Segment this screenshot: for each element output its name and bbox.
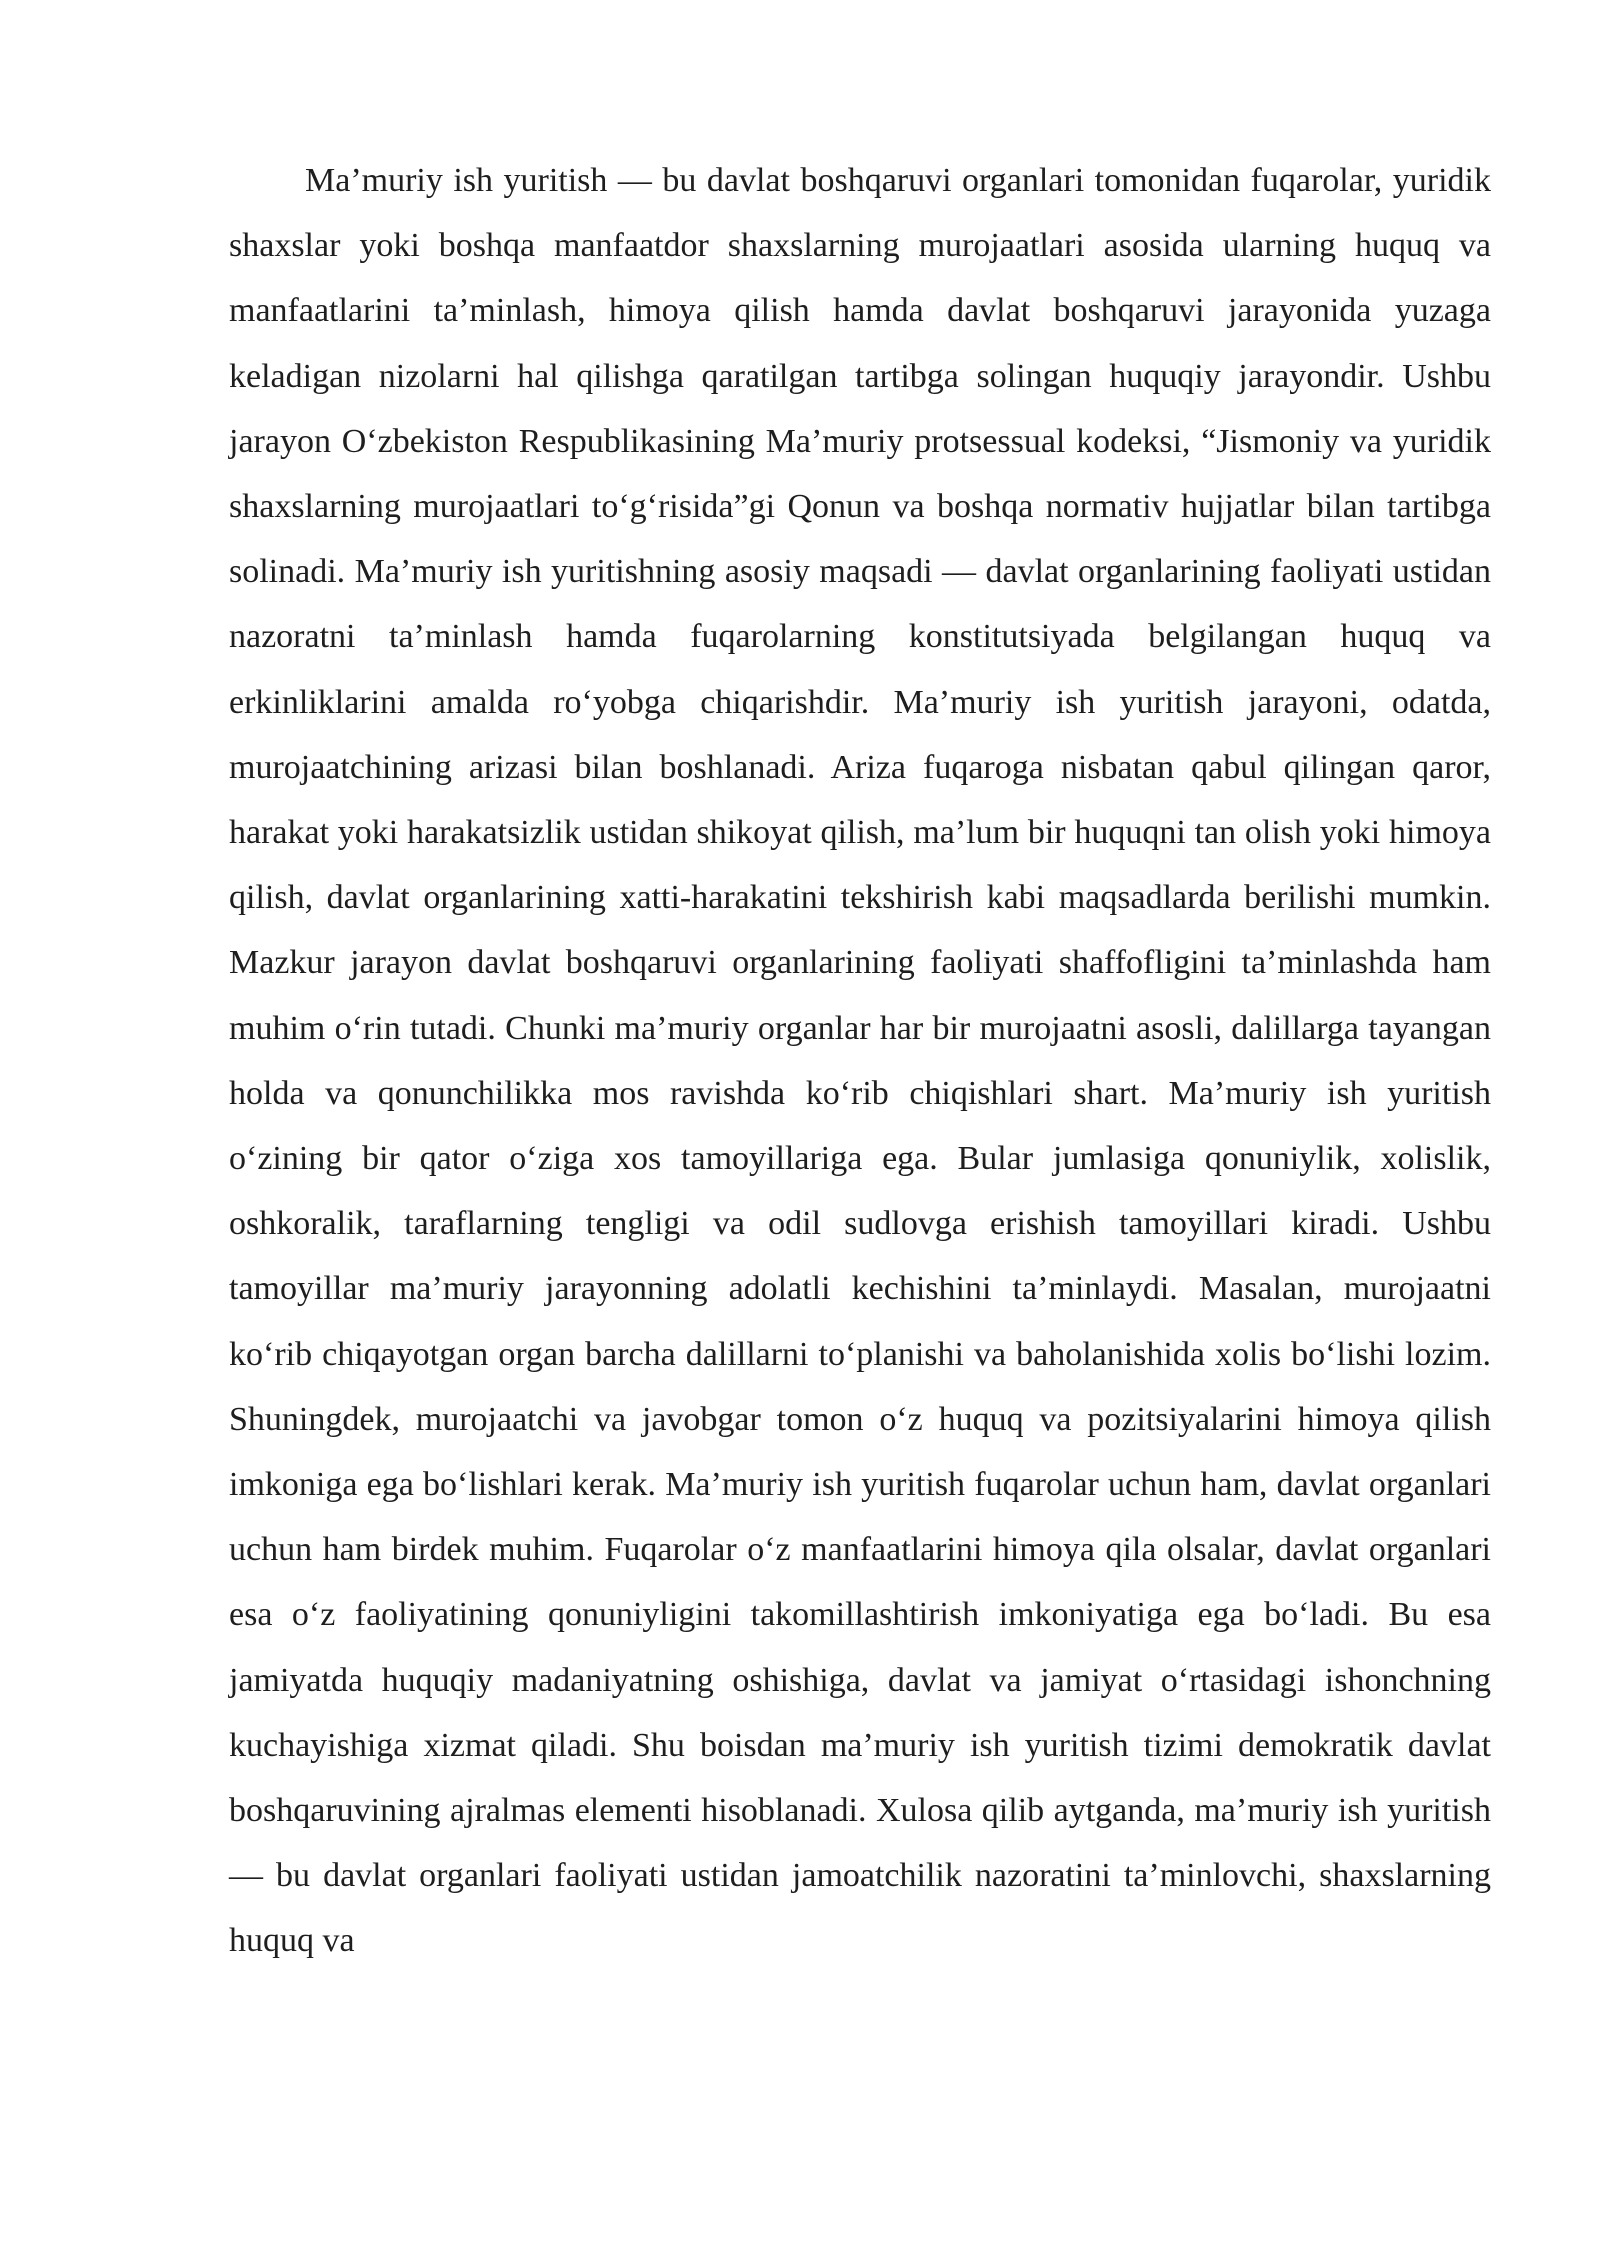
- body-paragraph: Ma’muriy ish yuritish — bu davlat boshqaruvi organlari tomonidan fuqarolar, yuridik shaxslar yoki boshqa manfaatdor shaxslarning murojaatlari asosida ularning huquq va manfaatlarini ta’minlash, himoya qilish hamda davlat boshqaruvi jarayonida yuzaga keladigan nizolarni hal qilishga qaratilgan tartibga solingan huquqiy jarayondir. Ushbu jarayon O‘zbekiston Respublikasining Ma’muriy protsessual kodeksi, “Jismoniy va yuridik shaxslarning murojaatlari to‘g‘risida”gi Qonun va boshqa normativ hujjatlar bilan tartibga solinadi. Ma’muriy ish yuritishning asosiy maqsadi — davlat organlarining faoliyati ustidan nazoratni ta’minlash hamda fuqarolarning konstitutsiyada belgilangan huquq va erkinliklarini amalda ro‘yobga chiqarishdir. Ma’muriy ish yuritish jarayoni, odatda, murojaatchining arizasi bilan boshlanadi. Ariza fuqaroga nisbatan qabul qilingan qaror, harakat yoki harakatsizlik ustidan shikoyat qilish, ma’lum bir huquqni tan olish yoki himoya qilish, davlat organlarining xatti-harakatini tekshirish kabi maqsadlarda berilishi mumkin. Mazkur jarayon davlat boshqaruvi organlarining faoliyati shaffofligini ta’minlashda ham muhim o‘rin tutadi. Chunki ma’muriy organlar har bir murojaatni asosli, dalillarga tayangan holda va qonunchilikka mos ravishda ko‘rib chiqishlari shart. Ma’muriy ish yuritish o‘zining bir qator o‘ziga xos tamoyillariga ega. Bular jumlasiga qonuniylik, xolislik, oshkoralik, taraflarning tengligi va odil sudlovga erishish tamoyillari kiradi. Ushbu tamoyillar ma’muriy jarayonning adolatli kechishini ta’minlaydi. Masalan, murojaatni ko‘rib chiqayotgan organ barcha dalillarni to‘planishi va baholanishida xolis bo‘lishi lozim. Shuningdek, murojaatchi va javobgar tomon o‘z huquq va pozitsiyalarini himoya qilish imkoniga ega bo‘lishlari kerak. Ma’muriy ish yuritish fuqarolar uchun ham, davlat organlari uchun ham birdek muhim. Fuqarolar o‘z manfaatlarini himoya qila olsalar, davlat organlari esa o‘z faoliyatining qonuniyligini takomillashtirish imkoniyatiga ega bo‘ladi. Bu esa jamiyatda huquqiy madaniyatning oshishiga, davlat va jamiyat o‘rtasidagi ishonchning kuchayishiga xizmat qiladi. Shu boisdan ma’muriy ish yuritish tizimi demokratik davlat boshqaruvining ajralmas elementi hisoblanadi. Xulosa qilib aytganda, ma’muriy ish yuritish — bu davlat organlari faoliyati ustidan jamoatchilik nazoratini ta’minlovchi, shaxslarning huquq va: [229, 162, 1491, 1960]
